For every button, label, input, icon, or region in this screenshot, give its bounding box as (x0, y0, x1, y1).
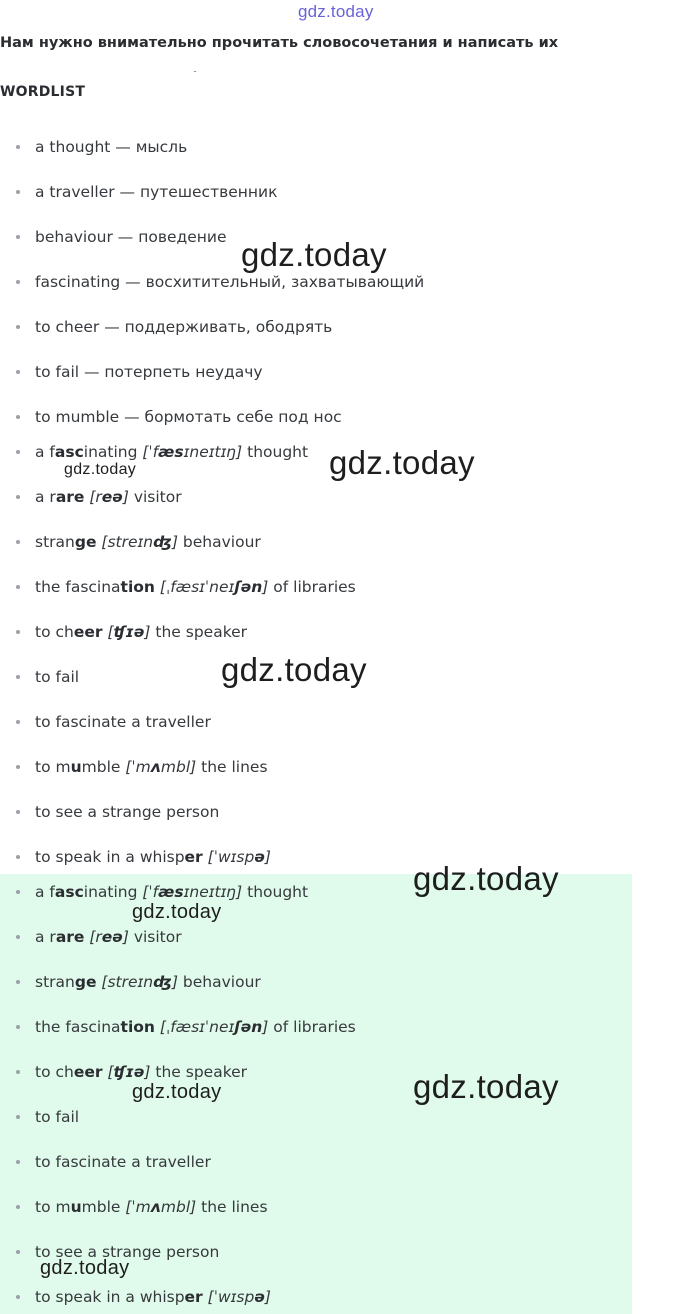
item-text: to mumble — бормотать себе под нос (35, 408, 342, 426)
intro-text: Нам нужно внимательно прочитать словосочетания и написать их (0, 35, 559, 51)
phrase-item-highlighted (16, 1150, 211, 1174)
phrase-item (16, 845, 271, 869)
top-watermark: gdz.today (298, 2, 374, 21)
phrase-item-highlighted (16, 1285, 271, 1309)
watermark: gdz.today (221, 651, 367, 688)
phrase-item (16, 710, 211, 734)
phrase-item (16, 530, 261, 554)
watermark: gdz.today (64, 461, 137, 478)
vocab-item (16, 405, 342, 429)
wordlist-heading: WORDLIST (0, 84, 86, 100)
item-text: to cheer — поддерживать, ободрять (35, 318, 333, 336)
phrase-item (16, 620, 247, 644)
bullet-icon (16, 370, 20, 374)
watermark: gdz.today (132, 1081, 222, 1103)
item-text: to cheer [ʧɪə] the speaker (35, 623, 248, 641)
item-text: fascinating — восхитительный, захватывающий (35, 273, 425, 291)
phrase-item (16, 575, 356, 599)
item-text: behaviour — поведение (35, 228, 227, 246)
vocab-item (16, 225, 227, 249)
bullet-icon (16, 235, 20, 239)
bullet-icon (16, 1295, 20, 1299)
bullet-icon (16, 855, 20, 859)
bullet-icon (16, 630, 20, 634)
phrase-item-highlighted (16, 1015, 356, 1039)
phrase-item-highlighted (16, 1105, 79, 1129)
item-text: strange [streɪnʤ] behaviour (35, 973, 261, 991)
item-text: to fascinate a traveller (35, 713, 211, 731)
phrase-item (16, 485, 182, 509)
bullet-icon (16, 415, 20, 419)
stray-mark: ˘ (193, 70, 197, 79)
item-text: a fascinating [ˈfæsɪneɪtɪŋ] thought (35, 443, 309, 461)
watermark: gdz.today (241, 236, 387, 273)
bullet-icon (16, 980, 20, 984)
bullet-icon (16, 325, 20, 329)
item-text: to see a strange person (35, 1243, 220, 1261)
bullet-icon (16, 495, 20, 499)
bullet-icon (16, 765, 20, 769)
item-text: to fail (35, 1108, 80, 1126)
watermark: gdz.today (413, 1068, 559, 1105)
bullet-icon (16, 1070, 20, 1074)
bullet-icon (16, 585, 20, 589)
phrase-item-highlighted (16, 1195, 268, 1219)
bullet-icon (16, 720, 20, 724)
item-text: a rare [reə] visitor (35, 928, 182, 946)
vocab-item (16, 180, 277, 204)
bullet-icon (16, 190, 20, 194)
bullet-icon (16, 810, 20, 814)
phrase-item (16, 665, 79, 689)
item-text: to mumble [ˈmʌmbl] the lines (35, 758, 268, 776)
item-text: to fail — потерпеть неудачу (35, 363, 263, 381)
watermark: gdz.today (40, 1257, 130, 1279)
item-text: a fascinating [ˈfæsɪneɪtɪŋ] thought (35, 883, 309, 901)
item-text: to cheer [ʧɪə] the speaker (35, 1063, 248, 1081)
bullet-icon (16, 1160, 20, 1164)
phrase-item (16, 800, 219, 824)
bullet-icon (16, 1250, 20, 1254)
item-text: a thought — мысль (35, 138, 188, 156)
bullet-icon (16, 1205, 20, 1209)
item-text: a traveller — путешественник (35, 183, 278, 201)
bullet-icon (16, 280, 20, 284)
bullet-icon (16, 540, 20, 544)
item-text: the fascination [ˌfæsɪˈneɪʃən] of libraries (35, 578, 356, 596)
watermark: gdz.today (413, 860, 559, 897)
bullet-icon (16, 935, 20, 939)
item-text: the fascination [ˌfæsɪˈneɪʃən] of libraries (35, 1018, 356, 1036)
item-text: a rare [reə] visitor (35, 488, 182, 506)
item-text: to see a strange person (35, 803, 220, 821)
phrase-item (16, 755, 268, 779)
bullet-icon (16, 675, 20, 679)
bullet-icon (16, 145, 20, 149)
item-text: to fascinate a traveller (35, 1153, 211, 1171)
bullet-icon (16, 450, 20, 454)
watermark: gdz.today (329, 444, 475, 481)
vocab-item (16, 135, 187, 159)
item-text: to speak in a whisper [ˈwɪspə] (35, 1288, 271, 1306)
bullet-icon (16, 890, 20, 894)
item-text: to fail (35, 668, 80, 686)
watermark: gdz.today (132, 901, 222, 923)
item-text: strange [streɪnʤ] behaviour (35, 533, 261, 551)
item-text: to speak in a whisper [ˈwɪspə] (35, 848, 271, 866)
phrase-item-highlighted (16, 970, 261, 994)
phrase-item (16, 440, 308, 464)
vocab-item (16, 315, 332, 339)
bullet-icon (16, 1025, 20, 1029)
item-text: to mumble [ˈmʌmbl] the lines (35, 1198, 268, 1216)
phrase-item-highlighted (16, 925, 182, 949)
bullet-icon (16, 1115, 20, 1119)
vocab-item (16, 360, 263, 384)
